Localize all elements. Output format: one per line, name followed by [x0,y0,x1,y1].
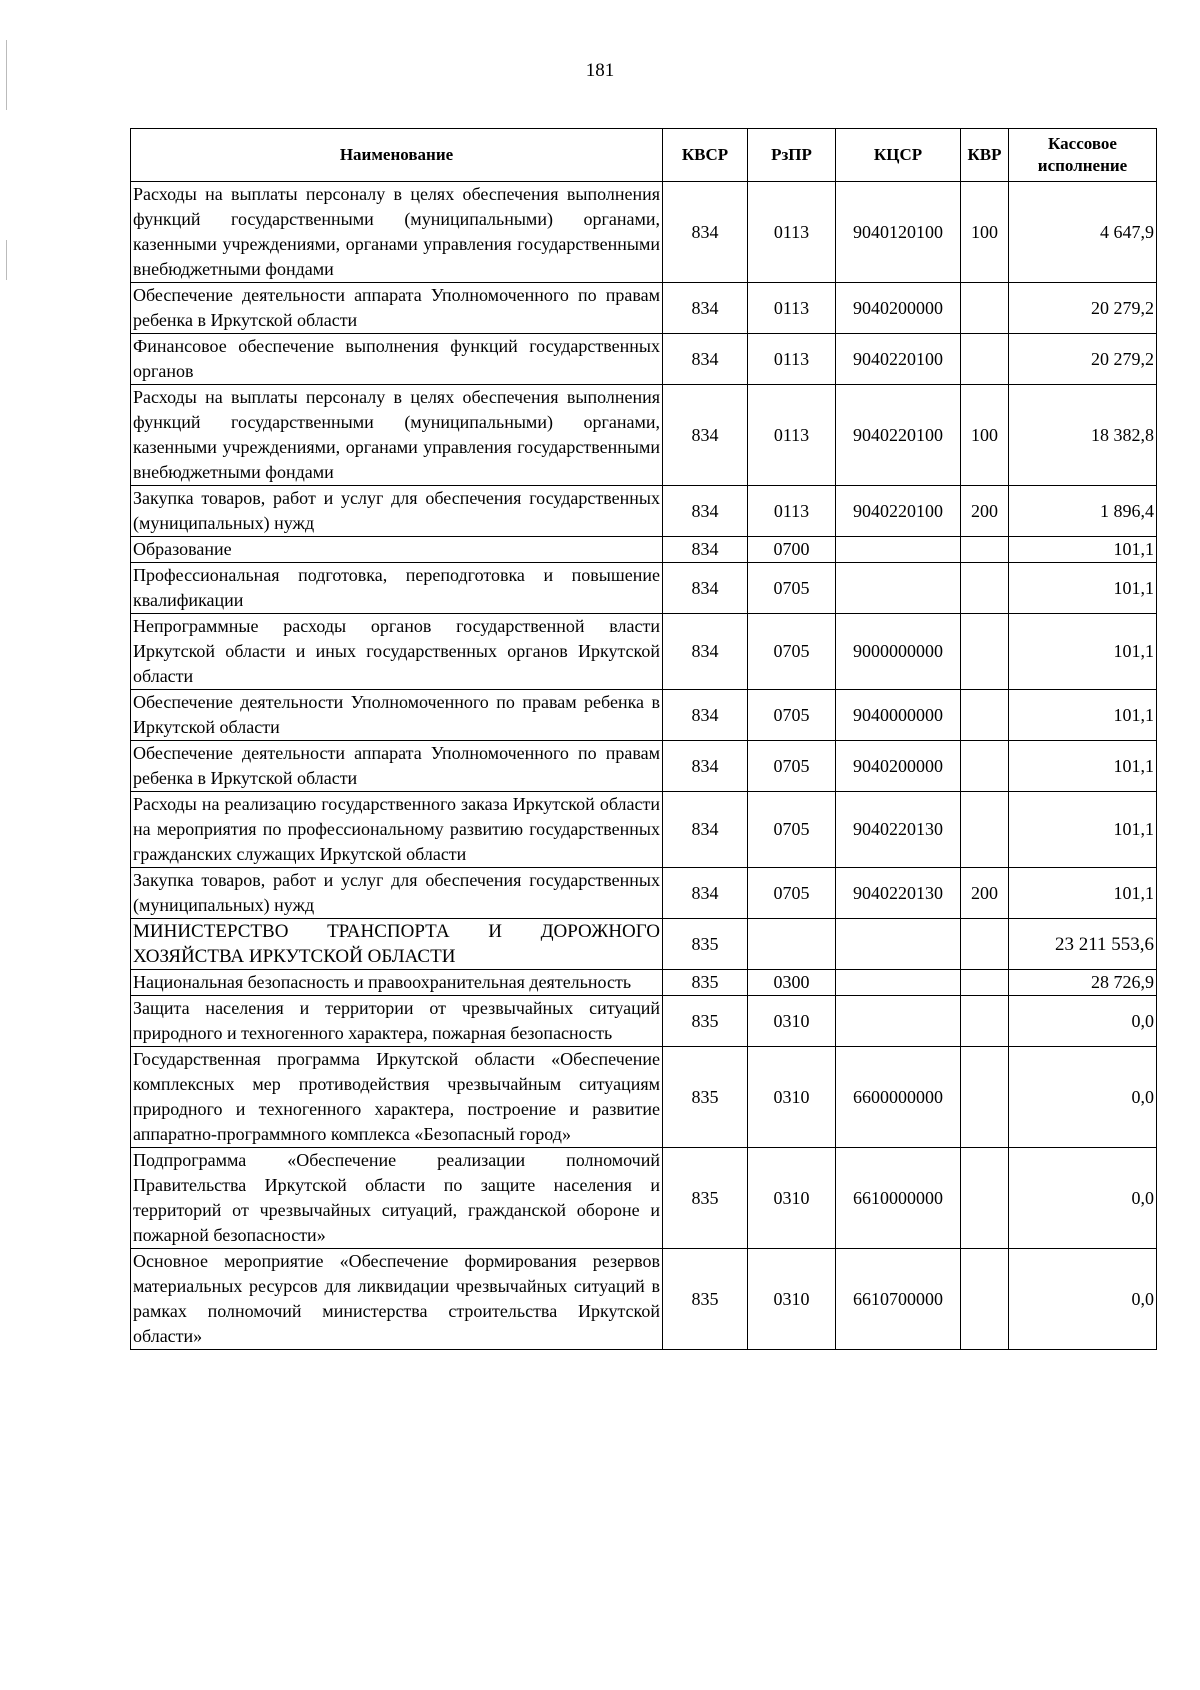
cell-kvsr: 834 [663,868,748,919]
cell-kcsr [836,563,961,614]
table-row [131,334,1157,385]
cell-sum: 20 279,2 [1009,334,1157,385]
cell-kcsr [836,970,961,996]
cell-kvsr: 834 [663,792,748,868]
cell-kvsr: 834 [663,690,748,741]
cell-kvsr: 835 [663,1249,748,1350]
cell-kcsr: 6600000000 [836,1047,961,1148]
table-row [131,741,1157,792]
header-sum [1009,129,1157,182]
cell-kvsr: 835 [663,1047,748,1148]
cell-kcsr: 9040220100 [836,486,961,537]
cell-kcsr: 9040200000 [836,283,961,334]
cell-kvr [961,537,1009,563]
cell-kvsr: 834 [663,537,748,563]
cell-name: Обеспечение деятельности аппарата Уполномоченного по правам ребенка в Иркутской области [131,741,663,792]
budget-execution-table [130,128,1157,1350]
cell-kvr [961,741,1009,792]
cell-kcsr [836,919,961,970]
cell-rzpr: 0705 [748,563,836,614]
cell-kcsr: 6610000000 [836,1148,961,1249]
cell-name: Обеспечение деятельности аппарата Уполномоченного по правам ребенка в Иркутской области [131,283,663,334]
cell-rzpr: 0310 [748,1148,836,1249]
cell-name: Профессиональная подготовка, переподготовка и повышение квалификации [131,563,663,614]
cell-kcsr: 9040000000 [836,690,961,741]
cell-kvsr: 834 [663,334,748,385]
table-row [131,792,1157,868]
cell-name: Национальная безопасность и правоохранительная деятельность [131,970,663,996]
header-sum-line1: Кассовое [1048,134,1117,153]
cell-sum: 101,1 [1009,690,1157,741]
cell-kvr [961,919,1009,970]
cell-name: Закупка товаров, работ и услуг для обеспечения государственных (муниципальных) нужд [131,868,663,919]
table-row [131,996,1157,1047]
cell-rzpr: 0310 [748,1249,836,1350]
cell-kvsr: 835 [663,996,748,1047]
cell-name: Подпрограмма «Обеспечение реализации полномочий Правительства Иркутской области по защите населения и территорий от чрезвычайных ситуаций, гражданской обороне и пожарной безопасности» [131,1148,663,1249]
table-row [131,1047,1157,1148]
cell-sum: 101,1 [1009,563,1157,614]
cell-sum: 101,1 [1009,792,1157,868]
page-number: 181 [585,60,615,81]
cell-rzpr: 0300 [748,970,836,996]
cell-name: Основное мероприятие «Обеспечение формирования резервов материальных ресурсов для ликвидации чрезвычайных ситуаций в рамках полномочий министерства строительства Иркутской области» [131,1249,663,1350]
table-header-row [131,129,1157,182]
cell-kvsr: 834 [663,563,748,614]
table-row [131,537,1157,563]
cell-kcsr: 9040220100 [836,334,961,385]
cell-kvr [961,1047,1009,1148]
cell-kvr [961,996,1009,1047]
cell-kvr [961,690,1009,741]
cell-name: Обеспечение деятельности Уполномоченного по правам ребенка в Иркутской области [131,690,663,741]
cell-sum: 18 382,8 [1009,385,1157,486]
cell-kcsr [836,996,961,1047]
cell-kvr [961,614,1009,690]
cell-name: Непрограммные расходы органов государственной власти Иркутской области и иных государственных органов Иркутской области [131,614,663,690]
cell-kvr [961,1148,1009,1249]
cell-sum: 0,0 [1009,1148,1157,1249]
table-row [131,563,1157,614]
cell-rzpr: 0113 [748,334,836,385]
cell-sum: 101,1 [1009,741,1157,792]
cell-sum: 0,0 [1009,1249,1157,1350]
cell-kvsr: 834 [663,741,748,792]
cell-name: Образование [131,537,663,563]
table-row [131,690,1157,741]
cell-kvr [961,1249,1009,1350]
cell-name: Расходы на выплаты персоналу в целях обеспечения выполнения функций государственными (муниципальными) органами, казенными учреждениями, органами управления государственными внебюджетными фондами [131,385,663,486]
cell-rzpr: 0705 [748,792,836,868]
cell-kcsr: 6610700000 [836,1249,961,1350]
cell-rzpr: 0310 [748,996,836,1047]
table-row [131,486,1157,537]
cell-kvsr: 834 [663,614,748,690]
table-row [131,868,1157,919]
cell-kcsr [836,537,961,563]
cell-rzpr: 0705 [748,614,836,690]
cell-sum: 20 279,2 [1009,283,1157,334]
cell-kvsr: 835 [663,919,748,970]
cell-kvsr: 834 [663,283,748,334]
cell-kcsr: 9040200000 [836,741,961,792]
table-row [131,1249,1157,1350]
table-body [131,182,1157,1350]
cell-rzpr: 0113 [748,182,836,283]
cell-rzpr [748,919,836,970]
cell-kcsr: 9000000000 [836,614,961,690]
cell-rzpr: 0705 [748,741,836,792]
cell-name: Финансовое обеспечение выполнения функций государственных органов [131,334,663,385]
cell-kvr [961,334,1009,385]
cell-rzpr: 0705 [748,868,836,919]
cell-kcsr: 9040120100 [836,182,961,283]
cell-kvsr: 834 [663,385,748,486]
header-kvr: КВР [961,129,1009,182]
cell-sum: 101,1 [1009,614,1157,690]
cell-sum: 101,1 [1009,537,1157,563]
cell-kvsr: 835 [663,1148,748,1249]
table-row [131,614,1157,690]
table-row [131,970,1157,996]
cell-sum: 0,0 [1009,1047,1157,1148]
table-row [131,283,1157,334]
cell-name: Расходы на выплаты персоналу в целях обеспечения выполнения функций государственными (муниципальными) органами, казенными учреждениями, органами управления государственными внебюджетными фондами [131,182,663,283]
header-rzpr: РзПР [748,129,836,182]
cell-rzpr: 0700 [748,537,836,563]
cell-kvr: 200 [961,868,1009,919]
cell-kcsr: 9040220130 [836,868,961,919]
cell-rzpr: 0705 [748,690,836,741]
cell-name: МИНИСТЕРСТВО ТРАНСПОРТА И ДОРОЖНОГО ХОЗЯЙСТВА ИРКУТСКОЙ ОБЛАСТИ [131,919,663,970]
cell-name: Государственная программа Иркутской области «Обеспечение комплексных мер противодействия чрезвычайным ситуациям природного и техногенного характера, построение и развитие аппаратно-программного комплекса «Безопасный город» [131,1047,663,1148]
cell-kvr: 100 [961,182,1009,283]
header-kvsr: КВСР [663,129,748,182]
cell-rzpr: 0113 [748,486,836,537]
cell-kvsr: 834 [663,486,748,537]
cell-kvsr: 835 [663,970,748,996]
cell-kcsr: 9040220100 [836,385,961,486]
cell-kvsr: 834 [663,182,748,283]
cell-name: Закупка товаров, работ и услуг для обеспечения государственных (муниципальных) нужд [131,486,663,537]
cell-sum: 23 211 553,6 [1009,919,1157,970]
header-sum-line2: исполнение [1037,156,1128,175]
cell-kvr [961,563,1009,614]
header-kcsr: КЦСР [836,129,961,182]
cell-sum: 0,0 [1009,996,1157,1047]
cell-name: Защита населения и территории от чрезвычайных ситуаций природного и техногенного характера, пожарная безопасность [131,996,663,1047]
cell-kvr [961,792,1009,868]
table-row [131,182,1157,283]
cell-sum: 101,1 [1009,868,1157,919]
cell-kvr: 200 [961,486,1009,537]
table-row-ministry [131,919,1157,970]
cell-name: Расходы на реализацию государственного заказа Иркутской области на мероприятия по профессиональному развитию государственных гражданских служащих Иркутской области [131,792,663,868]
cell-kvr: 100 [961,385,1009,486]
cell-kvr [961,970,1009,996]
table-row [131,385,1157,486]
cell-sum: 28 726,9 [1009,970,1157,996]
header-name: Наименование [131,129,663,182]
cell-sum: 1 896,4 [1009,486,1157,537]
cell-rzpr: 0113 [748,283,836,334]
cell-kvr [961,283,1009,334]
cell-rzpr: 0310 [748,1047,836,1148]
cell-kcsr: 9040220130 [836,792,961,868]
cell-rzpr: 0113 [748,385,836,486]
scan-edge-mark [6,240,7,280]
table-row [131,1148,1157,1249]
cell-sum: 4 647,9 [1009,182,1157,283]
